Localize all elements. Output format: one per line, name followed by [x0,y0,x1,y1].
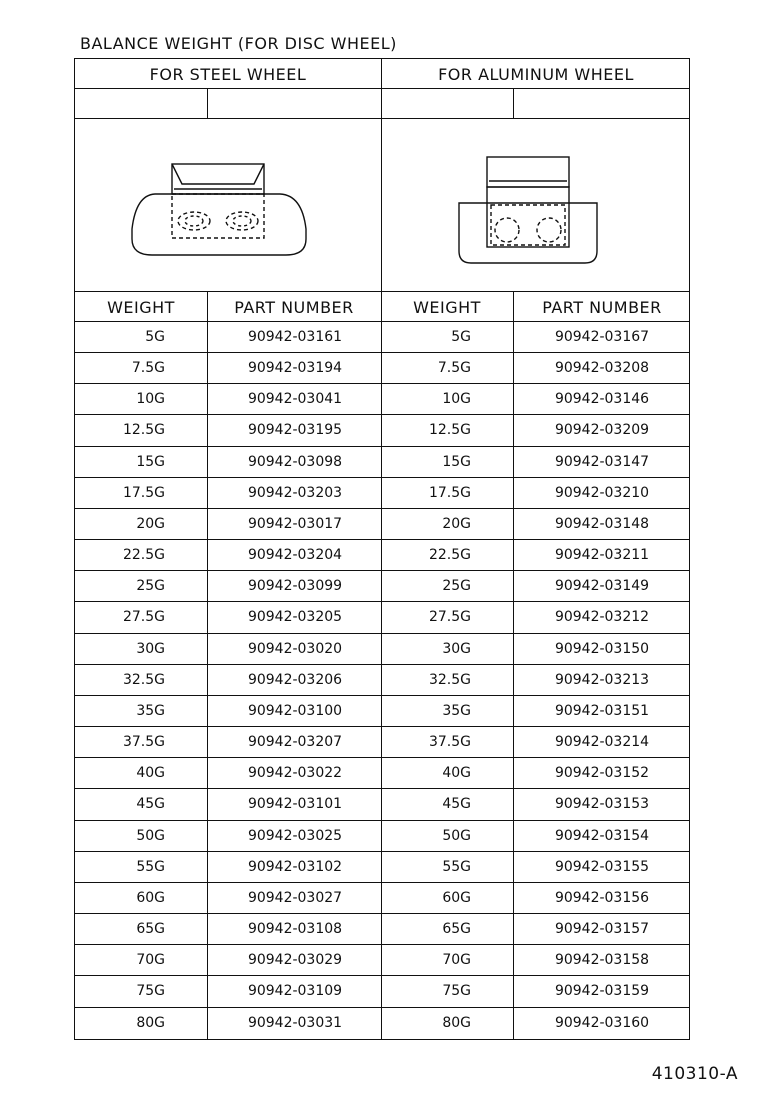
aluminum-weight-cell: 7.5G [437,360,471,377]
steel-column-divider [207,292,208,1039]
aluminum-weight-cell: 45G [442,796,471,813]
aluminum-part-number-cell: 90942-03157 [554,921,650,938]
table-row [75,540,689,571]
steel-part-number-cell: 90942-03100 [247,702,343,719]
steel-part-number-cell: 90942-03203 [247,484,343,501]
aluminum-weight-cell: 80G [442,1014,471,1031]
table-row [75,852,689,883]
table-row [75,384,689,415]
aluminum-weight-cell: 20G [442,515,471,532]
table-row [75,914,689,945]
aluminum-part-number-cell: 90942-03146 [554,391,650,408]
aluminum-part-number-cell: 90942-03158 [554,952,650,969]
steel-weight-cell: 22.5G [122,547,165,564]
blank-header-row [75,89,689,119]
steel-part-number-cell: 90942-03020 [247,640,343,657]
steel-part-number-cell: 90942-03195 [247,422,343,439]
balance-weight-table [74,58,690,1040]
aluminum-part-number-cell: 90942-03148 [554,515,650,532]
aluminum-part-number-cell: 90942-03155 [554,858,650,875]
aluminum-weight-cell: 32.5G [428,671,471,688]
table-row [75,665,689,696]
aluminum-weight-cell: 60G [442,889,471,906]
steel-part-number-cell: 90942-03025 [247,827,343,844]
aluminum-header-divider [513,89,514,119]
steel-weight-cell: 75G [136,983,165,1000]
aluminum-part-number-cell: 90942-03153 [554,796,650,813]
table-row [75,976,689,1007]
aluminum-column-divider [513,292,514,1039]
aluminum-weight-cell: 10G [442,391,471,408]
steel-wheel-weight-illustration [130,159,310,263]
aluminum-part-number-header: PART NUMBER [542,297,662,317]
table-row [75,945,689,976]
aluminum-weight-cell: 5G [451,329,471,345]
steel-part-number-cell: 90942-03022 [247,765,343,782]
column-header-row [75,292,689,322]
aluminum-part-number-cell: 90942-03156 [554,889,650,906]
steel-weight-cell: 45G [136,796,165,813]
table-row [75,634,689,665]
steel-weight-cell: 65G [136,921,165,938]
aluminum-weight-cell: 40G [442,765,471,782]
steel-part-number-cell: 90942-03029 [247,952,343,969]
steel-part-number-header: PART NUMBER [234,297,354,317]
steel-part-number-cell: 90942-03098 [247,453,343,470]
steel-part-number-cell: 90942-03161 [247,329,343,345]
steel-weight-cell: 15G [136,453,165,470]
steel-weight-cell: 12.5G [122,422,165,439]
steel-weight-cell: 10G [136,391,165,408]
table-row [75,883,689,914]
aluminum-part-number-cell: 90942-03160 [554,1014,650,1031]
figure-code: 410310-A [651,1064,738,1084]
steel-weight-cell: 30G [136,640,165,657]
aluminum-part-number-cell: 90942-03167 [554,329,650,345]
table-row [75,322,689,353]
steel-part-number-cell: 90942-03206 [247,671,343,688]
steel-part-number-cell: 90942-03017 [247,515,343,532]
aluminum-weight-cell: 70G [442,952,471,969]
aluminum-part-number-cell: 90942-03154 [554,827,650,844]
table-row [75,509,689,540]
steel-part-number-cell: 90942-03102 [247,858,343,875]
steel-weight-cell: 80G [136,1014,165,1031]
table-row [75,758,689,789]
steel-wheel-header: FOR STEEL WHEEL [149,64,307,84]
document-title: BALANCE WEIGHT (FOR DISC WHEEL) [80,34,397,53]
aluminum-part-number-cell: 90942-03213 [554,671,650,688]
steel-weight-cell: 40G [136,765,165,782]
aluminum-weight-cell: 15G [442,453,471,470]
aluminum-part-number-cell: 90942-03211 [554,547,650,564]
aluminum-part-number-cell: 90942-03159 [554,983,650,1000]
table-row [75,696,689,727]
steel-weight-cell: 27.5G [122,609,165,626]
table-row [75,571,689,602]
steel-weight-cell: 60G [136,889,165,906]
steel-part-number-cell: 90942-03207 [247,734,343,751]
aluminum-part-number-cell: 90942-03210 [554,484,650,501]
table-row [75,353,689,384]
aluminum-weight-cell: 55G [442,858,471,875]
table-row [75,1008,689,1039]
aluminum-weight-cell: 50G [442,827,471,844]
table-row [75,447,689,478]
table-row [75,789,689,820]
table-row [75,602,689,633]
aluminum-weight-cell: 30G [442,640,471,657]
steel-weight-cell: 20G [136,515,165,532]
steel-weight-cell: 32.5G [122,671,165,688]
steel-part-number-cell: 90942-03205 [247,609,343,626]
aluminum-part-number-cell: 90942-03151 [554,702,650,719]
aluminum-part-number-cell: 90942-03208 [554,360,650,377]
aluminum-weight-cell: 12.5G [428,422,471,439]
steel-part-number-cell: 90942-03101 [247,796,343,813]
aluminum-weight-cell: 17.5G [428,484,471,501]
aluminum-weight-cell: 27.5G [428,609,471,626]
aluminum-wheel-weight-illustration [455,155,605,271]
steel-weight-cell: 70G [136,952,165,969]
steel-header-divider [207,89,208,119]
aluminum-part-number-cell: 90942-03147 [554,453,650,470]
table-row [75,727,689,758]
steel-weight-cell: 55G [136,858,165,875]
aluminum-wheel-header: FOR ALUMINUM WHEEL [438,64,634,84]
aluminum-part-number-cell: 90942-03150 [554,640,650,657]
steel-part-number-cell: 90942-03027 [247,889,343,906]
aluminum-part-number-cell: 90942-03212 [554,609,650,626]
table-row [75,821,689,852]
aluminum-weight-cell: 65G [442,921,471,938]
steel-weight-cell: 25G [136,578,165,595]
steel-part-number-cell: 90942-03108 [247,921,343,938]
aluminum-weight-cell: 37.5G [428,734,471,751]
steel-weight-cell: 50G [136,827,165,844]
wheel-type-header-row [75,59,689,89]
aluminum-part-number-cell: 90942-03152 [554,765,650,782]
aluminum-weight-cell: 22.5G [428,547,471,564]
steel-weight-cell: 17.5G [122,484,165,501]
steel-weight-cell: 7.5G [131,360,165,377]
aluminum-weight-cell: 75G [442,983,471,1000]
steel-part-number-cell: 90942-03194 [247,360,343,377]
steel-part-number-cell: 90942-03041 [247,391,343,408]
steel-weight-cell: 5G [145,329,165,345]
aluminum-part-number-cell: 90942-03149 [554,578,650,595]
steel-weight-cell: 37.5G [122,734,165,751]
steel-part-number-cell: 90942-03204 [247,547,343,564]
table-row [75,415,689,446]
steel-weight-cell: 35G [136,702,165,719]
aluminum-weight-cell: 25G [442,578,471,595]
steel-weight-header: WEIGHT [107,297,175,317]
aluminum-weight-cell: 35G [442,702,471,719]
illustration-row [75,119,689,292]
aluminum-part-number-cell: 90942-03209 [554,422,650,439]
aluminum-weight-header: WEIGHT [413,297,481,317]
steel-part-number-cell: 90942-03031 [247,1014,343,1031]
aluminum-part-number-cell: 90942-03214 [554,734,650,751]
center-divider [381,59,382,1039]
table-row [75,478,689,509]
steel-part-number-cell: 90942-03109 [247,983,343,1000]
steel-part-number-cell: 90942-03099 [247,578,343,595]
